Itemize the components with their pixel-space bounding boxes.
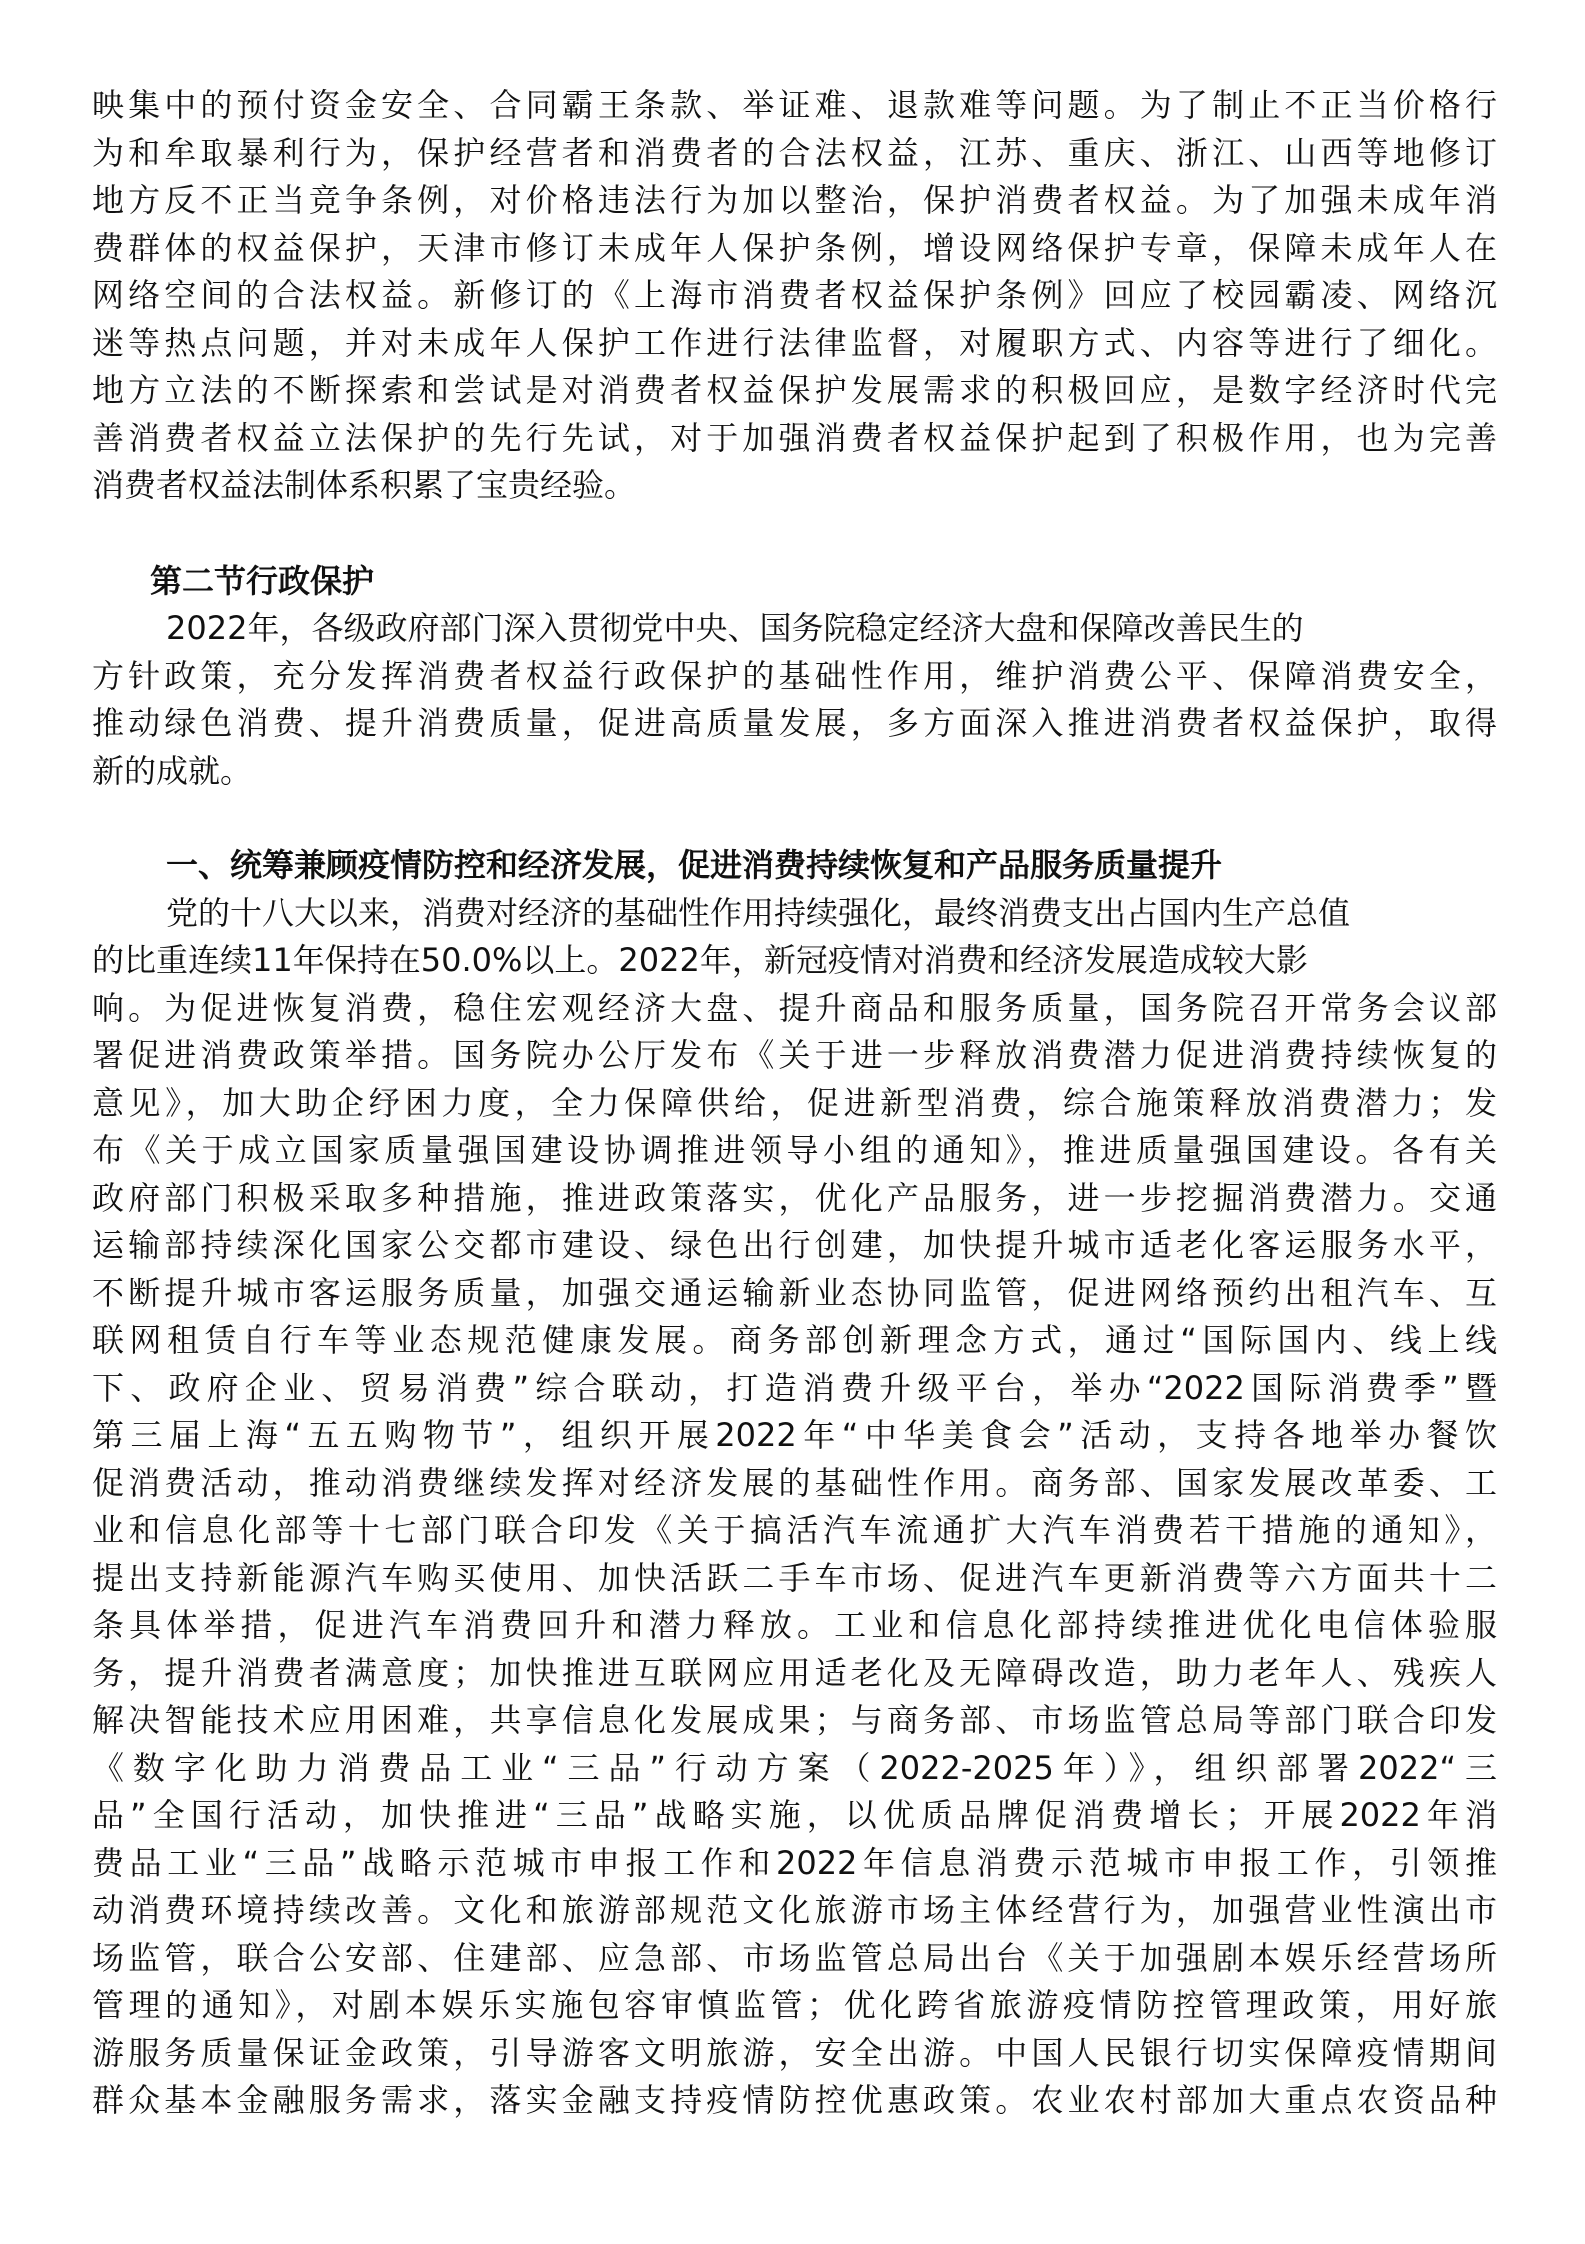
text-line: 动消费环境持续改善。文化和旅游部规范文化旅游市场主体经营行为，加强营业性演出市 xyxy=(92,1891,1497,1929)
text-line: 新的成就。 xyxy=(92,751,253,790)
text-line: 第三届上海“五五购物节”，组织开展2022年“中华美食会”活动，支持各地举办餐饮 xyxy=(92,1416,1497,1454)
text-line: 为和牟取暴利行为，保护经营者和消费者的合法权益，江苏、重庆、浙江、山西等地修订 xyxy=(92,133,1497,172)
paragraph-section xyxy=(92,605,1497,795)
text-line: 促消费活动，推动消费继续发挥对经济发展的基础性作用。商务部、国家发展改革委、工 xyxy=(92,1463,1497,1502)
text-line: 推动绿色消费、提升消费质量，促进高质量发展，多方面深入推进消费者权益保护，取得 xyxy=(92,704,1497,742)
text-line: 场监管，联合公安部、住建部、应急部、市场监管总局出台《关于加强剧本娱乐经营场所 xyxy=(92,1938,1497,1977)
text-line: 务，提升消费者满意度；加快推进互联网应用适老化及无障碍改造，助力老年人、残疾人 xyxy=(92,1653,1497,1692)
text-line: 管理的通知》，对剧本娱乐实施包容审慎监管；优化跨省旅游疫情防控管理政策，用好旅 xyxy=(92,1986,1497,2024)
paragraph-top xyxy=(92,82,1497,510)
text-line: 费品工业“三品”战略示范城市申报工作和2022年信息消费示范城市申报工作，引领推 xyxy=(92,1843,1497,1882)
text-line: 游服务质量保证金政策，引导游客文明旅游，安全出游。中国人民银行切实保障疫情期间 xyxy=(92,2033,1497,2072)
text-line: 方针政策，充分发挥消费者权益行政保护的基础性作用，维护消费公平、保障消费安全， xyxy=(92,656,1497,695)
text-line: 网络空间的合法权益。新修订的《上海市消费者权益保护条例》回应了校园霸凌、网络沉 xyxy=(92,276,1497,314)
text-line: 费群体的权益保护，天津市修订未成年人保护条例，增设网络保护专章，保障未成年人在 xyxy=(92,228,1497,267)
spacer xyxy=(92,510,1497,558)
text-line: 善消费者权益立法保护的先行先试，对于加强消费者权益保护起到了积极作用，也为完善 xyxy=(92,418,1497,457)
text-line: 不断提升城市客运服务质量，加强交通运输新业态协同监管，促进网络预约出租汽车、互 xyxy=(92,1273,1497,1312)
text-line: 条具体举措，促进汽车消费回升和潜力释放。工业和信息化部持续推进优化电信体验服 xyxy=(92,1606,1497,1644)
spacer xyxy=(92,795,1497,842)
text-line: 地方反不正当竞争条例，对价格违法行为加以整治，保护消费者权益。为了加强未成年消 xyxy=(92,181,1497,219)
text-line: 地方立法的不断探索和尝试是对消费者权益保护发展需求的积极回应，是数字经济时代完 xyxy=(92,371,1497,409)
text-line: 的比重连续11年保持在50.0%以上。2022年，新冠疫情对消费和经济发展造成较大影 xyxy=(92,941,1308,979)
text-line: 2022年，各级政府部门深入贯彻党中央、国务院稳定经济大盘和保障改善民生的 xyxy=(166,609,1304,647)
text-line: 布《关于成立国家质量强国建设协调推进领导小组的通知》，推进质量强国建设。各有关 xyxy=(92,1131,1497,1169)
text-line: 党的十八大以来，消费对经济的基础性作用持续强化，最终消费支出占国内生产总值 xyxy=(166,893,1351,932)
text-line: 运输部持续深化国家公交都市建设、绿色出行创建，加快提升城市适老化客运服务水平， xyxy=(92,1226,1497,1264)
text-line: 提出支持新能源汽车购买使用、加快活跃二手车市场、促进汽车更新消费等六方面共十二 xyxy=(92,1558,1497,1597)
text-line: 意见》，加大助企纾困力度，全力保障供给，促进新型消费，综合施策释放消费潜力；发 xyxy=(92,1083,1497,1122)
text-line: 下、政府企业、贸易消费”综合联动，打造消费升级平台，举办“2022国际消费季”暨 xyxy=(92,1368,1497,1407)
paragraph-main xyxy=(92,890,1497,2125)
text-line: 映集中的预付资金安全、合同霸王条款、举证难、退款难等问题。为了制止不正当价格行 xyxy=(92,86,1497,124)
text-line: 联网租赁自行车等业态规范健康发展。商务部创新理念方式，通过“国际国内、线上线 xyxy=(92,1321,1497,1359)
text-line: 署促进消费政策举措。国务院办公厅发布《关于进一步释放消费潜力促进消费持续恢复的 xyxy=(92,1036,1497,1074)
text-line: 《数字化助力消费品工业“三品”行动方案（2022-2025年）》，组织部署2022“三 xyxy=(92,1748,1497,1787)
text-line: 响。为促进恢复消费，稳住宏观经济大盘、提升商品和服务质量，国务院召开常务会议部 xyxy=(92,988,1497,1027)
document-page xyxy=(92,82,1497,2125)
subsection-heading: 一、统筹兼顾疫情防控和经济发展，促进消费持续恢复和产品服务质量提升 xyxy=(166,846,1223,884)
text-line: 政府部门积极采取多种措施，推进政策落实，优化产品服务，进一步挖掘消费潜力。交通 xyxy=(92,1178,1497,1217)
text-line: 品”全国行活动，加快推进“三品”战略实施，以优质品牌促消费增长；开展2022年消 xyxy=(92,1796,1497,1834)
text-line: 群众基本金融服务需求，落实金融支持疫情防控优惠政策。农业农村部加大重点农资品种 xyxy=(92,2081,1497,2119)
text-line: 解决智能技术应用困难，共享信息化发展成果；与商务部、市场监管总局等部门联合印发 xyxy=(92,1701,1497,1739)
text-line: 消费者权益法制体系积累了宝贵经验。 xyxy=(92,466,637,504)
text-line: 迷等热点问题，并对未成年人保护工作进行法律监督，对履职方式、内容等进行了细化。 xyxy=(92,323,1497,362)
section-heading: 第二节行政保护 xyxy=(150,561,375,600)
text-line: 业和信息化部等十七部门联合印发《关于搞活汽车流通扩大汽车消费若干措施的通知》， xyxy=(92,1511,1497,1549)
